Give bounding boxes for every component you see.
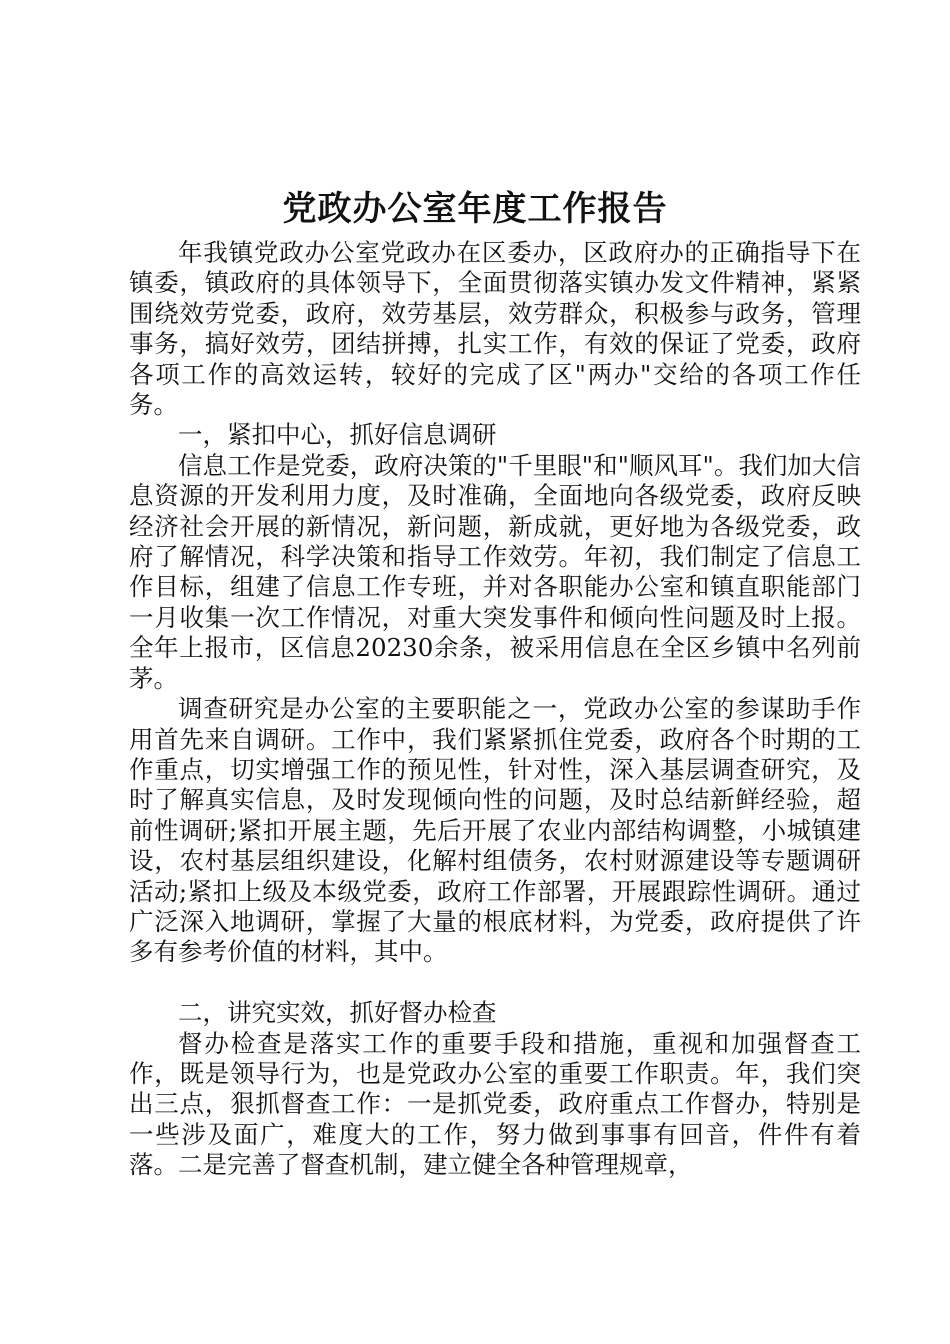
- section-heading-2: 二，讲究实效，抓好督办检查: [178, 998, 497, 1028]
- blank-line: [129, 968, 861, 998]
- document-title: 党政办公室年度工作报告: [282, 189, 668, 229]
- section-heading-1: 一，紧扣中心，抓好信息调研: [178, 420, 497, 450]
- paragraph-research: 调查研究是办公室的主要职能之一，党政办公室的参谋助手作用首先来自调研。工作中，我们紧紧抓住党委，政府各个时期的工作重点，切实增强工作的预见性，针对性，深入基层调查研究，及时了解真实信息，及时发现倾向性的问题，及时总结新鲜经验，超前性调研;紧扣开展主题，先后开展了农业内部结构调整，小城镇建设，农村基层组织建设，化解村组债务，农村财源建设等专题调研活动;紧扣上级及本级党委，政府工作部署，开展跟踪性调研。通过广泛深入地调研，掌握了大量的根底材料，为党委，政府提供了许多有参考价值的材料，其中。: [129, 694, 861, 967]
- document-body: [129, 238, 861, 1181]
- paragraph-intro: 年我镇党政办公室党政办在区委办，区政府办的正确指导下在镇委，镇政府的具体领导下，全面贯彻落实镇办发文件精神，紧紧围绕效劳党委，政府，效劳基层，效劳群众，积极参与政务，管理事务，搞好效劳，团结拼搏，扎实工作，有效的保证了党委，政府各项工作的高效运转，较好的完成了区"两办"交给的各项工作任务。: [129, 238, 861, 420]
- paragraph-information-work: 信息工作是党委，政府决策的"千里眼"和"顺风耳"。我们加大信息资源的开发利用力度，及时准确，全面地向各级党委，政府反映经济社会开展的新情况，新问题，新成就，更好地为各级党委，政府了解情况，科学决策和指导工作效劳。年初，我们制定了信息工作目标，组建了信息工作专班，并对各职能办公室和镇直职能部门一月收集一次工作情况，对重大突发事件和倾向性问题及时上报。全年上报市，区信息20230余条，被采用信息在全区乡镇中名列前茅。: [129, 450, 861, 693]
- paragraph-supervision: 督办检查是落实工作的重要手段和措施，重视和加强督查工作，既是领导行为，也是党政办公室的重要工作职责。年，我们突出三点，狠抓督查工作：一是抓党委，政府重点工作督办，特别是一些涉及面广，难度大的工作，努力做到事事有回音，件件有着落。二是完善了督查机制，建立健全各种管理规章，: [129, 1028, 861, 1180]
